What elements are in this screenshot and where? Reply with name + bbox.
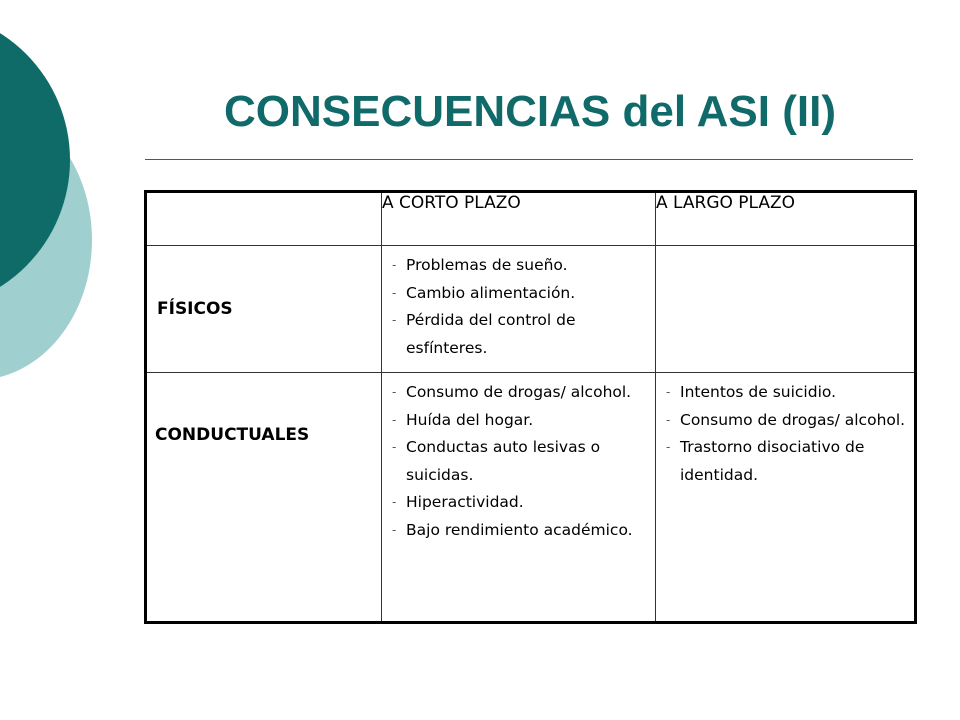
column-header-largo-plazo: A LARGO PLAZO	[656, 192, 916, 246]
table-header-row	[146, 192, 916, 246]
slide-title: CONSECUENCIAS del ASI (II)	[224, 87, 836, 136]
row-header-conductuales: CONDUCTUALES	[146, 373, 382, 623]
column-header-corto-plazo: A CORTO PLAZO	[382, 192, 656, 246]
consequences-table	[144, 190, 917, 624]
cell-conductuales-largo	[656, 373, 916, 623]
list-item: - Huída del hogar.	[392, 407, 647, 435]
list-fisicos-corto	[382, 246, 655, 372]
row-header-fisicos: FÍSICOS	[146, 246, 382, 373]
list-item: - Bajo rendimiento académico.	[392, 517, 647, 545]
list-conductuales-corto	[382, 373, 655, 554]
cell-conductuales-corto	[382, 373, 656, 623]
list-item: - Consumo de drogas/ alcohol.	[392, 379, 647, 407]
cell-fisicos-largo	[656, 246, 916, 373]
list-item: - Consumo de drogas/ alcohol.	[666, 407, 906, 435]
list-item: - Hiperactividad.	[392, 489, 647, 517]
list-item: - Intentos de suicidio.	[666, 379, 906, 407]
table-row-conductuales	[146, 373, 916, 623]
title-underline	[145, 159, 913, 160]
list-item: - Conductas auto lesivas o suicidas.	[392, 434, 647, 489]
list-item: - Cambio alimentación.	[392, 280, 647, 308]
table-row-fisicos	[146, 246, 916, 373]
list-item: - Trastorno disociativo de identidad.	[666, 434, 906, 489]
table-corner-cell	[146, 192, 382, 246]
list-item: - Problemas de sueño.	[392, 252, 647, 280]
list-conductuales-largo	[656, 373, 914, 499]
cell-fisicos-corto	[382, 246, 656, 373]
list-item: - Pérdida del control de esfínteres.	[392, 307, 647, 362]
